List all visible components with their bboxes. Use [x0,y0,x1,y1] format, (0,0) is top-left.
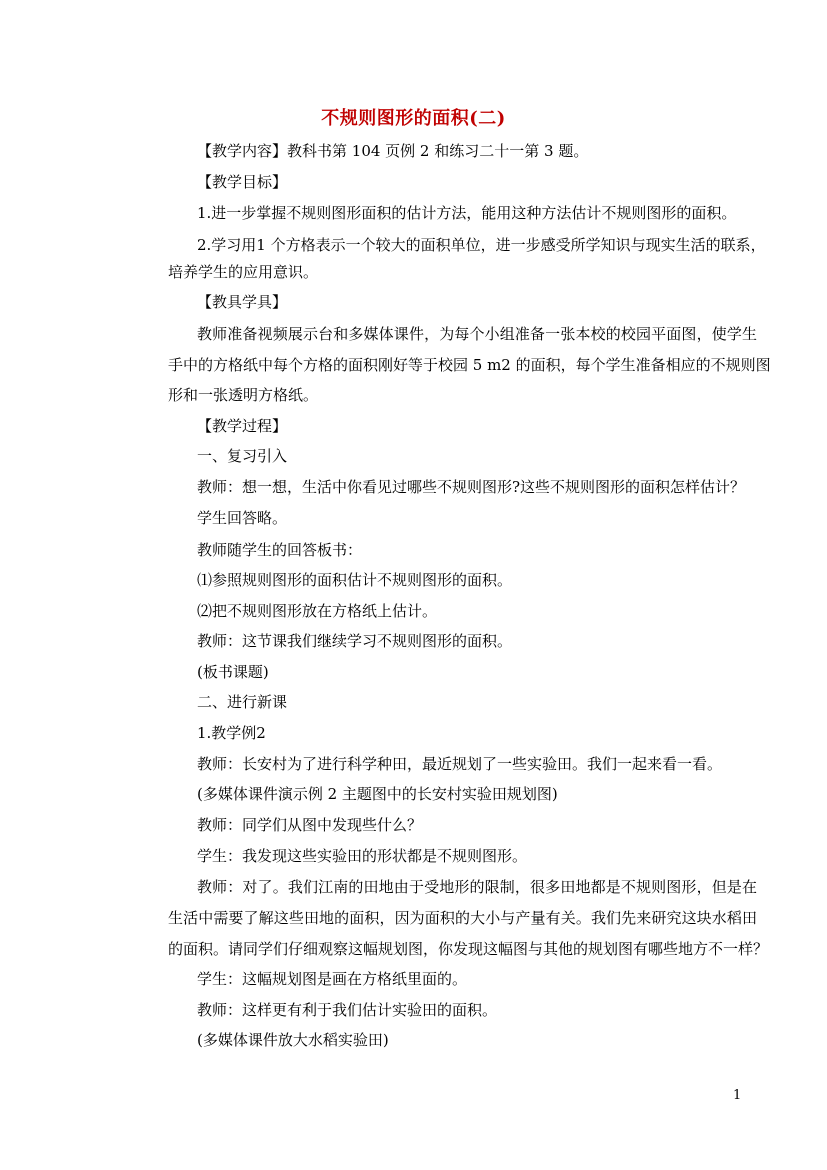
teacher-line-3: 教师：对了。我们江南的田地由于受地形的限制，很多田地都是不规则图形，但是在 [197,878,757,896]
board-item-1: ⑴参照规则图形的面积估计不规则图形的面积。 [197,571,513,589]
objective-2: 2.学习用1 个方格表示一个较大的面积单位，进一步感受所学知识与现实生活的联系， [197,236,766,254]
objective-1: 1.进一步掌握不规则图形面积的估计方法，能用这种方法估计不规则图形的面积。 [197,204,737,222]
subsection-review: 一、复习引入 [197,447,288,465]
student-answer: 学生回答略。 [197,509,288,527]
student-line-2: 学生：这幅规划图是画在方格纸里面的。 [197,970,468,988]
teacher-line-4: 教师：这样更有利于我们估计实验田的面积。 [197,1001,498,1019]
materials-paragraph-line-2: 手中的方格纸中每个方格的面积刚好等于校园 5 m2 的面积，每个学生准备相应的不规则图 [168,356,771,374]
board-writing-intro: 教师随学生的回答板书： [197,541,363,559]
section-heading-objectives: 【教学目标】 [197,173,288,191]
page-number: 1 [733,1088,742,1103]
teacher-line-1: 教师：长安村为了进行科学种田，最近规划了一些实验田。我们一起来看一看。 [197,755,723,773]
board-item-2: ⑵把不规则图形放在方格纸上估计。 [197,602,438,620]
example-heading: 1.教学例2 [197,724,266,742]
page-title: 不规则图形的面积(二) [321,108,506,129]
teacher-line-3-continued-2: 的面积。请同学们仔细观察这幅规划图，你发现这幅图与其他的规划图有哪些地方不一样？ [168,940,769,958]
multimedia-note-2: (多媒体课件放大水稻实验田) [197,1031,389,1049]
student-line-1: 学生：我发现这些实验田的形状都是不规则图形。 [197,847,528,865]
teacher-question: 教师：想一想，生活中你看见过哪些不规则图形?这些不规则图形的面积怎样估计？ [197,478,746,496]
teacher-line-3-continued: 生活中需要了解这些田地的面积，因为面积的大小与产量有关。我们先来研究这块水稻田 [168,909,757,927]
materials-paragraph-line-3: 形和一张透明方格纸。 [168,386,319,404]
objective-2-continued: 培养学生的应用意识。 [168,263,319,281]
subsection-new-lesson: 二、进行新课 [197,693,288,711]
multimedia-note-1: (多媒体课件演示例 2 主题图中的长安村实验田规划图) [197,785,558,803]
board-title-note: (板书课题) [197,663,269,681]
teaching-content: 【教学内容】教科书第 104 页例 2 和练习二十一第 3 题。 [197,142,589,160]
materials-paragraph: 教师准备视频展示台和多媒体课件，为每个小组准备一张本校的校园平面图，使学生 [197,325,757,343]
section-heading-process: 【教学过程】 [197,417,288,435]
teacher-line-2: 教师：同学们从图中发现些什么？ [197,816,423,834]
section-heading-materials: 【教具学具】 [197,293,288,311]
teacher-intro: 教师：这节课我们继续学习不规则图形的面积。 [197,632,513,650]
